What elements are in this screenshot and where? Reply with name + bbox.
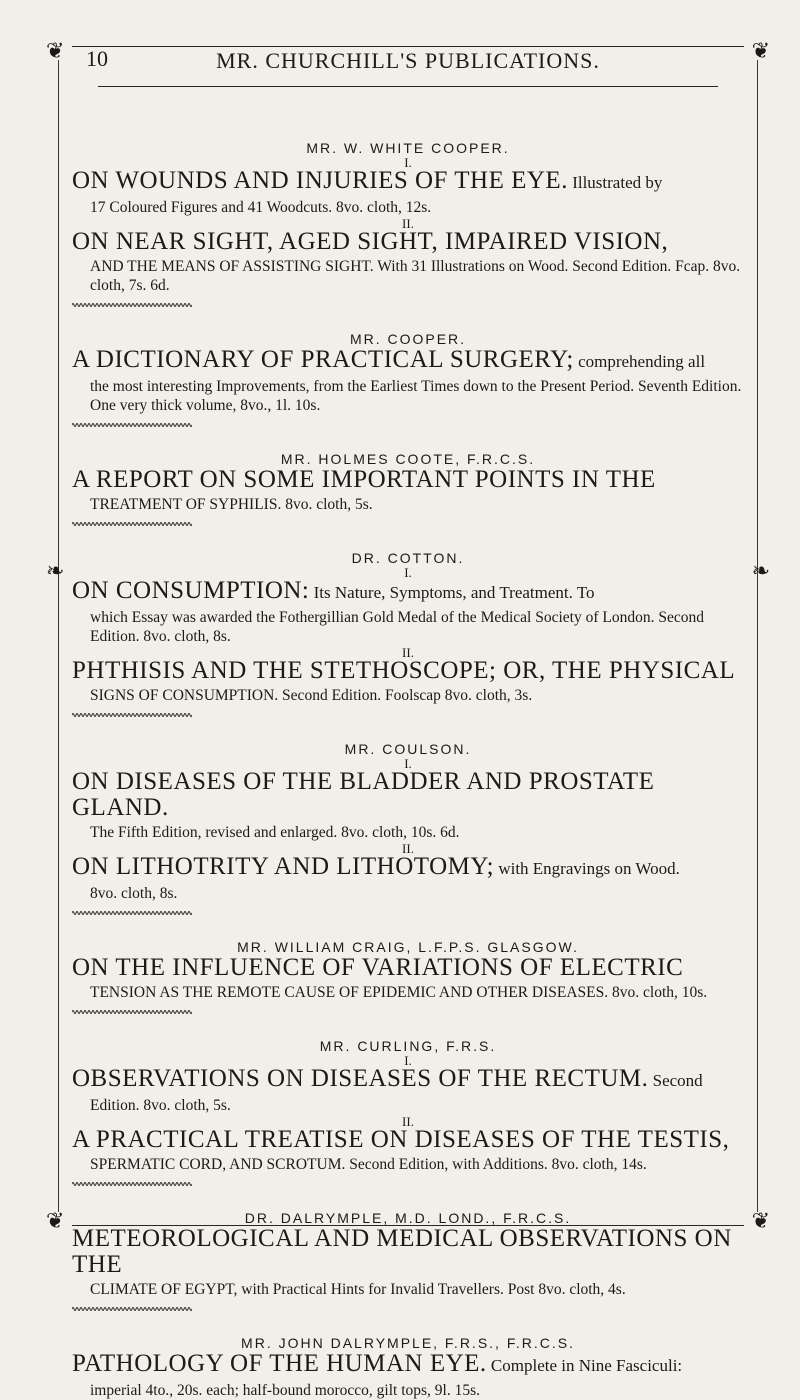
author-heading: MR. WILLIAM CRAIG, L.F.P.S. GLASGOW. <box>237 939 579 955</box>
catalogue-entry <box>72 415 744 514</box>
book-description: which Essay was awarded the Fothergillian Gold Medal of the Medical Society of London. Second Edition. 8vo. cloth, 8s. <box>90 609 704 645</box>
book-title-tail: with Engravings on Wood. <box>494 859 680 878</box>
volume-numeral: I. <box>404 155 412 170</box>
book-title-text: ON LITHOTRITY AND LITHOTOMY; <box>72 853 495 880</box>
book-title-tail: Second <box>648 1071 703 1090</box>
book-title-text: ON DISEASES OF THE BLADDER AND PROSTATE GLAND. <box>72 768 655 821</box>
side-ornament-icon: ❧ <box>751 558 770 583</box>
book-title <box>72 1066 744 1094</box>
author-heading: MR. COULSON. <box>344 741 472 757</box>
author-heading: MR. CURLING, F.R.S. <box>319 1038 497 1054</box>
author-heading: MR. COOPER. <box>349 331 467 347</box>
wavy-divider <box>72 712 192 718</box>
corner-ornament-icon: ❦ <box>751 1208 770 1233</box>
book-title-tail: comprehending all <box>573 352 706 371</box>
book-title <box>72 168 744 196</box>
catalogue-entry <box>72 1174 744 1299</box>
catalogue-entry <box>72 140 744 295</box>
running-head: MR. CHURCHILL'S PUBLICATIONS. <box>216 48 600 73</box>
book-title <box>72 467 744 493</box>
catalogue-entry <box>72 1299 744 1400</box>
book-title-text: A DICTIONARY OF PRACTICAL SURGERY; <box>72 346 574 373</box>
book-description: Edition. 8vo. cloth, 5s. <box>90 1097 231 1114</box>
author-heading: MR. HOLMES COOTE, F.R.C.S. <box>280 451 536 467</box>
book-description: TENSION AS THE REMOTE CAUSE OF EPIDEMIC AND OTHER DISEASES. 8vo. cloth, 10s. <box>90 984 708 1001</box>
top-rule <box>72 46 744 47</box>
author-heading: MR. JOHN DALRYMPLE, F.R.S., F.R.C.S. <box>241 1335 575 1351</box>
book-description: CLIMATE OF EGYPT, with Practical Hints for Invalid Travellers. Post 8vo. cloth, 4s. <box>90 1281 626 1298</box>
right-border-rule <box>757 60 758 1212</box>
volume-numeral: II. <box>402 1114 414 1129</box>
book-title <box>72 658 744 684</box>
author-heading: DR. DALRYMPLE, M.D. LOND., F.R.C.S. <box>244 1210 572 1226</box>
book-description: TREATMENT OF SYPHILIS. 8vo. cloth, 5s. <box>90 496 373 513</box>
book-title <box>72 955 744 981</box>
page-frame <box>46 38 770 1399</box>
book-title-text: ON THE INFLUENCE OF VARIATIONS OF ELECTRIC <box>72 954 684 981</box>
book-description: The Fifth Edition, revised and enlarged. 8vo. cloth, 10s. 6d. <box>90 824 460 841</box>
wavy-divider <box>72 521 192 527</box>
catalogue-entry <box>72 903 744 1002</box>
catalogue-entry <box>72 514 744 705</box>
book-title-text: OBSERVATIONS ON DISEASES OF THE RECTUM. <box>72 1065 649 1092</box>
book-title-tail: Complete in Nine Fasciculi: <box>486 1356 683 1375</box>
book-title <box>72 1226 744 1278</box>
corner-ornament-icon: ❦ <box>46 1208 65 1233</box>
left-border-rule <box>58 60 59 1212</box>
wavy-divider <box>72 1181 192 1187</box>
book-title-text: PHTHISIS AND THE STETHOSCOPE; OR, THE PHYSICAL <box>72 657 736 684</box>
author-heading: DR. COTTON. <box>351 550 465 566</box>
catalogue-entry <box>72 705 744 903</box>
book-title <box>72 229 744 255</box>
wavy-divider <box>72 1306 192 1312</box>
catalogue-entry <box>72 1002 744 1174</box>
page-number: 10 <box>86 46 108 71</box>
volume-numeral: I. <box>404 756 412 771</box>
book-title <box>72 854 744 882</box>
book-title-text: A REPORT ON SOME IMPORTANT POINTS IN THE <box>72 466 656 493</box>
book-title-text: A PRACTICAL TREATISE ON DISEASES OF THE TESTIS, <box>72 1126 730 1153</box>
book-title <box>72 578 744 606</box>
book-title <box>72 1127 744 1153</box>
author-heading: MR. W. WHITE COOPER. <box>306 140 510 156</box>
wavy-divider <box>72 422 192 428</box>
book-description: SIGNS OF CONSUMPTION. Second Edition. Foolscap 8vo. cloth, 3s. <box>90 687 533 704</box>
book-description: 17 Coloured Figures and 41 Woodcuts. 8vo. cloth, 12s. <box>90 199 432 216</box>
book-title-text: ON NEAR SIGHT, AGED SIGHT, IMPAIRED VISION, <box>72 228 669 255</box>
volume-numeral: II. <box>402 645 414 660</box>
volume-numeral: II. <box>402 841 414 856</box>
volume-numeral: II. <box>402 216 414 231</box>
book-description: AND THE MEANS OF ASSISTING SIGHT. With 31 Illustrations on Wood. Second Edition. Fcap. 8vo. cloth, 7s. 6d. <box>90 258 741 294</box>
corner-ornament-icon: ❦ <box>751 38 770 63</box>
book-title-tail: Illustrated by <box>567 173 663 192</box>
book-title-tail: Its Nature, Symptoms, and Treatment. To <box>309 583 595 602</box>
corner-ornament-icon: ❦ <box>46 38 65 63</box>
book-title <box>72 347 744 375</box>
wavy-divider <box>72 910 192 916</box>
volume-numeral: I. <box>404 1053 412 1068</box>
wavy-divider <box>72 1009 192 1015</box>
side-ornament-icon: ❧ <box>46 558 65 583</box>
catalogue-content <box>72 140 744 1400</box>
wavy-divider <box>72 302 192 308</box>
header-underline-rule <box>98 86 718 87</box>
book-title-text: PATHOLOGY OF THE HUMAN EYE. <box>72 1350 487 1377</box>
catalogue-entry <box>72 295 744 415</box>
volume-numeral: I. <box>404 565 412 580</box>
book-title <box>72 769 744 821</box>
book-title-text: ON WOUNDS AND INJURIES OF THE EYE. <box>72 167 568 194</box>
book-title <box>72 1351 744 1379</box>
book-title-text: ON CONSUMPTION: <box>72 577 310 604</box>
book-title-text: METEOROLOGICAL AND MEDICAL OBSERVATIONS ON THE <box>72 1225 732 1278</box>
book-description: SPERMATIC CORD, AND SCROTUM. Second Edition, with Additions. 8vo. cloth, 14s. <box>90 1156 647 1173</box>
book-description: the most interesting Improvements, from the Earliest Times down to the Present Period. Seventh Edition. One very thick volume, 8vo., 1l. 10s. <box>90 378 742 414</box>
book-description: 8vo. cloth, 8s. <box>90 885 178 902</box>
book-description: imperial 4to., 20s. each; half-bound morocco, gilt tops, 9l. 15s. <box>90 1382 481 1399</box>
